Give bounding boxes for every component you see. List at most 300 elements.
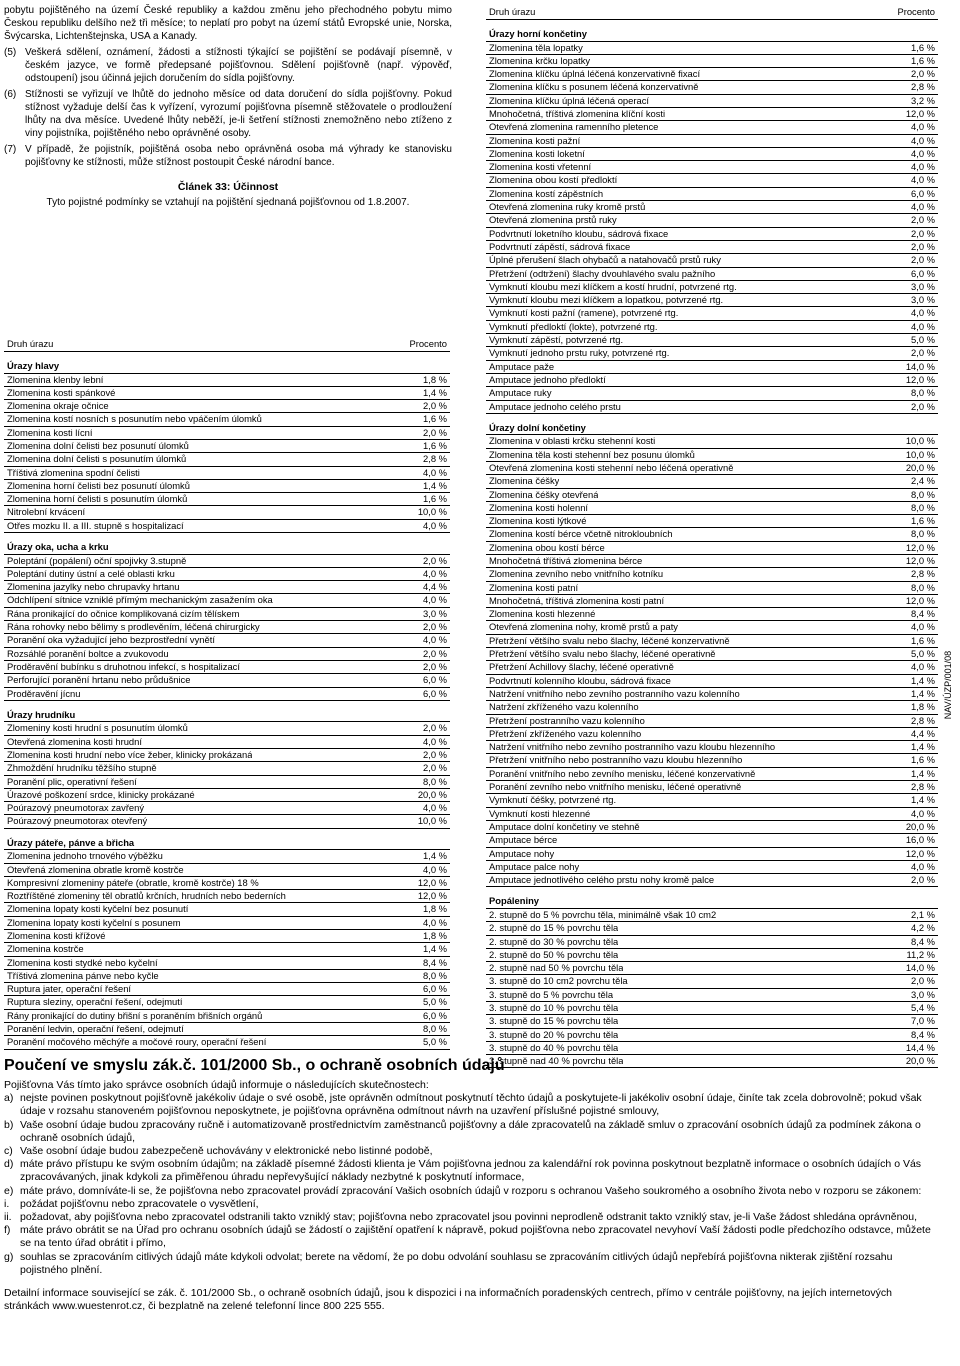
injury-type: Poúrazový pneumotorax zavřený [7,802,145,814]
injury-percent: 2,4 % [911,475,935,487]
injury-percent: 4,0 % [911,621,935,633]
list-text: Vaše osobní údaje budou zpracovány ručně i automatizovaně prostřednictvím zaměstnanců pojišťovny a dále zpracovatelů na základě smluv o zpracování osobních údajů za podmínek zákona o ochraně osobních údajů, [20,1118,921,1144]
table-row [486,1015,938,1028]
injury-type: Kompresivní zlomeniny páteře (obratle, kromě kostrče) 18 % [7,876,259,888]
document-code-text: NAV/ÚZP/001/08 [943,650,953,720]
table-row [486,848,938,861]
table-row [4,453,450,466]
injury-percent: 4,0 % [911,807,935,819]
injury-type: Zlomenina lopaty kosti kyčelní s posunem [7,916,181,928]
injury-percent: 2,0 % [911,214,935,226]
table-row [486,161,938,174]
injury-percent: 7,0 % [911,1015,935,1027]
injury-type: Přetržení postranního vazu kolenního [489,714,645,726]
list-number: a) [4,1092,14,1105]
injury-type: Rána rohovky nebo bělimy s prodlevěním, léčená chirurgicky [7,621,260,633]
injury-percent: 4,0 % [911,147,935,159]
injury-type: Amputace jednoho celého prstu [489,400,621,412]
injury-percent: 4,0 % [423,802,447,814]
injury-type: Zlomenina krčku lopatky [489,54,591,66]
table-row [486,489,938,502]
list-number: c) [4,1145,13,1158]
table-row [486,874,938,887]
injury-percent: 8,0 % [911,501,935,513]
injury-percent: 8,0 % [911,528,935,540]
injury-percent: 14,0 % [905,360,935,372]
header-type: Druh úrazu [7,338,54,349]
table-row [486,321,938,334]
injury-percent: 4,0 % [423,916,447,928]
list-text: máte právo obrátit se na Úřad pro ochranu osobních údajů se žádostí o zajištění opatření k nápravě, pokud pojišťovna nebo zpracovatel nevyhoví Vaší žádosti podle předchozího odstavce, můžete se na tento úřad obrátit i přímo, [20,1224,931,1250]
table-row [486,294,938,307]
injury-percent: 4,0 % [423,567,447,579]
injury-percent: 6,0 % [423,687,447,699]
list-number: b) [4,1118,14,1131]
injury-type: Zlomenina okraje očnice [7,400,109,412]
table-row [486,861,938,874]
table-row [486,834,938,847]
table-header [486,4,938,20]
table-row [486,515,938,528]
list-number: d) [4,1158,14,1171]
table-row [486,821,938,834]
list-item [4,1145,940,1158]
injury-percent: 2,0 % [423,762,447,774]
injury-type: Otevřená zlomenina prstů ruky [489,214,617,226]
injury-type: Rozsáhlé poranění boltce a zvukovodu [7,647,169,659]
injury-table-left [4,336,450,1050]
table-row [486,715,938,728]
injury-type: Poranění vnitřního nebo zevního menisku, léčené konzervativně [489,767,756,779]
injury-type: Zhmoždění hrudníku těžšího stupně [7,762,157,774]
injury-percent: 8,4 % [911,1028,935,1040]
header-type: Druh úrazu [489,6,536,17]
injury-type: Zlomenina klíčku úplná léčená operací [489,94,649,106]
list-number: (6) [4,89,17,100]
injury-percent: 2,8 % [423,453,447,465]
injury-percent: 4,0 % [423,519,447,531]
injury-type: Úrazové poškození srdce, klinicky prokázané [7,788,195,800]
list-number: (7) [4,144,17,155]
injury-percent: 2,0 % [911,874,935,886]
injury-type: 2. stupně do 5 % povrchu těla, minimálně však 10 cm2 [489,908,717,920]
injury-percent: 4,0 % [911,320,935,332]
injury-type: Zlomenina kostí nosních s posunutím nebo vpáčením úlomků [7,413,262,425]
injury-percent: 2,0 % [911,975,935,987]
injury-percent: 4,4 % [911,727,935,739]
injury-percent: 2,0 % [423,400,447,412]
injury-percent: 12,0 % [905,541,935,553]
injury-percent: 1,4 % [911,674,935,686]
injury-type: Proděravění jícnu [7,687,81,699]
injury-percent: 5,0 % [911,648,935,660]
injury-percent: 1,4 % [911,767,935,779]
injury-percent: 2,1 % [911,908,935,920]
injury-type: Zlomenina těla lopatky [489,41,583,53]
table-row [4,957,450,970]
injury-type: Poranění plic, operativní řešení [7,775,137,787]
table-row [486,1042,938,1055]
injury-type: Amputace palce nohy [489,860,580,872]
table-row [4,789,450,802]
injury-percent: 6,0 % [423,1009,447,1021]
table-row [486,922,938,935]
injury-type: Amputace nohy [489,847,555,859]
injury-percent: 2,0 % [911,400,935,412]
injury-percent: 12,0 % [417,876,447,888]
injury-percent: 3,0 % [911,280,935,292]
table-row [486,228,938,241]
injury-percent: 1,4 % [423,850,447,862]
article-text: Tyto pojistné podmínky se vztahují na pojištění sjednaná pojišťovnou od 1.8.2007. [46,197,410,208]
injury-type: Přetržení Achillovy šlachy, léčené operativně [489,661,674,673]
table-row [4,506,450,519]
injury-percent: 2,0 % [423,660,447,672]
injury-percent: 4,0 % [911,174,935,186]
injury-percent: 2,8 % [911,81,935,93]
table-row [4,903,450,916]
injury-type: Amputace jednoho předloktí [489,373,606,385]
table-row [486,188,938,201]
injury-percent: 1,4 % [423,943,447,955]
table-row [4,661,450,674]
injury-type: Mnohočetná tříštivá zlomenina bérce [489,554,643,566]
table-row [486,728,938,741]
injury-percent: 6,0 % [911,187,935,199]
table-sections [4,360,450,1050]
injury-percent: 5,0 % [423,1036,447,1048]
table-row [4,608,450,621]
injury-percent: 1,4 % [423,479,447,491]
injury-percent: 4,0 % [423,735,447,747]
injury-percent: 8,0 % [911,387,935,399]
list-item [4,46,452,85]
injury-percent: 2,0 % [911,347,935,359]
table-row [4,802,450,815]
injury-percent: 1,6 % [423,413,447,425]
injury-type: Přetržení většího svalu nebo šlachy, léčené konzervativně [489,634,730,646]
injury-type: 2. stupně nad 50 % povrchu těla [489,962,624,974]
table-row [486,595,938,608]
injury-percent: 2,0 % [423,554,447,566]
injury-percent: 4,0 % [423,594,447,606]
injury-type: Zlomeniny kosti hrudní s posunutím úlomků [7,722,188,734]
list-item [4,1119,940,1145]
injury-percent: 2,8 % [911,568,935,580]
injury-percent: 14,4 % [905,1041,935,1053]
injury-percent: 12,0 % [905,554,935,566]
table-row [486,542,938,555]
injury-percent: 2,0 % [423,426,447,438]
injury-percent: 12,0 % [905,373,935,385]
table-row [486,401,938,414]
injury-type: Poranění oka vyžadující jeho bezprostřední vynětí [7,634,215,646]
table-row [486,174,938,187]
table-row [486,949,938,962]
injury-type: Rány pronikající do dutiny břišní s poraněním břišních orgánů [7,1009,263,1021]
list-number: ii. [4,1211,12,1224]
injury-type: Podvrtnutí zápěstí, sádrová fixace [489,240,631,252]
table-row [486,794,938,807]
injury-percent: 4,0 % [911,307,935,319]
injury-type: Poranění zevního nebo vnitřního menisku, léčené operativně [489,781,742,793]
table-row [4,480,450,493]
table-row [486,281,938,294]
table-row [486,347,938,360]
injury-percent: 12,0 % [905,594,935,606]
injury-type: Vymknutí čéšky, potvrzené rtg. [489,794,617,806]
table-row [4,749,450,762]
table-row [4,520,450,533]
injury-percent: 6,0 % [423,983,447,995]
section-title: Popáleniny [486,895,938,909]
injury-percent: 8,4 % [423,956,447,968]
table-row [4,762,450,775]
injury-type: Zlomenina kosti holenní [489,501,589,513]
injury-type: Podvrtnutí kolenního kloubu, sádrová fixace [489,674,671,686]
injury-type: Amputace ruky [489,387,552,399]
list-text: požadovat, aby pojišťovna nebo zpracovatel odstranili takto vzniklý stav; pojišťovna nebo zpracovatel jsou povinni neprodleně odstranit takto vzniklý stav, je-li Vaše žádost shledána oprávněnou, [20,1211,918,1224]
injury-percent: 2,0 % [423,621,447,633]
injury-type: Zlomenina dolní čelisti s posunutím úlomků [7,453,187,465]
injury-percent: 3,0 % [423,607,447,619]
injury-type: Zlomenina kostí zápěstních [489,187,604,199]
injury-type: Natržení vnitřního nebo zevního postranního vazu kolenního [489,687,740,699]
injury-type: Otevřená zlomenina nohy, kromě prstů a paty [489,621,678,633]
injury-percent: 2,0 % [911,227,935,239]
table-row [486,108,938,121]
injury-type: Zlomenina zevního nebo vnitřního kotníku [489,568,664,580]
list-item [4,143,452,169]
header-percent: Procento [409,338,447,349]
table-row [4,387,450,400]
injury-type: Zlomenina horní čelisti bez posunutí úlomků [7,479,190,491]
injury-percent: 4,0 % [423,863,447,875]
injury-percent: 2,0 % [911,240,935,252]
injury-type: Rána pronikající do očnice komplikovaná cizím tělískem [7,607,240,619]
injury-type: Amputace bérce [489,834,558,846]
injury-percent: 4,0 % [423,634,447,646]
table-row [486,635,938,648]
injury-type: 3. stupně do 15 % povrchu těla [489,1015,619,1027]
table-row [486,975,938,988]
injury-type: Zlomenina kosti lícní [7,426,93,438]
section-title: Úrazy oka, ucha a krku [4,541,450,555]
table-row [486,555,938,568]
injury-type: Natržení zkříženého vazu kolenního [489,701,639,713]
injury-type: Úplné přerušení šlach ohybačů a natahovačů prstů ruky [489,254,721,266]
injury-percent: 16,0 % [905,834,935,846]
document-code [938,640,958,730]
injury-percent: 1,6 % [911,54,935,66]
table-row [486,361,938,374]
injury-type: Proděravění bubínku s druhotnou infekcí, s hospitalizací [7,660,240,672]
list-text: Stížnosti se vyřizují ve lhůtě do jednoho měsíce od data doručení do sídla pojišťovny. Pokud stížnost vyžaduje delší čas k vyřízení, vyrozumí pojišťovna písemně stěžovatele o prodloužení lhůty na dva měsíce. Uvedené lhůty neběží, je-li šetření stížnosti znemožněno nebo ztíženo z viny pojistníka, pojištěného nebo oprávněné osoby. [25,89,452,139]
privacy-list-continued [4,1224,940,1277]
list-number: (5) [4,47,17,58]
table-row [4,493,450,506]
list-text: máte právo přístupu ke svým osobním údajům; na základě písemné žádosti klienta je Vám pojišťovna jednou za kalendářní rok povinna poskytnout bezplatně informace o osobních údajích o Vás zpracovávaných, jinak kdykoli za přiměřenou úhradu nepřevyšující náklady nezbytné k poskytnutí informace, [20,1158,922,1184]
table-row [4,996,450,1009]
table-row [4,930,450,943]
injury-type: 3. stupně nad 40 % povrchu těla [489,1055,624,1067]
injury-percent: 4,0 % [911,860,935,872]
privacy-sublist [4,1198,940,1224]
injury-type: 3. stupně do 10 % povrchu těla [489,1001,619,1013]
list-number: f) [4,1224,11,1237]
header-percent: Procento [897,6,935,17]
injury-type: Zlomenina klíčku s posunem léčená konzervativně [489,81,699,93]
injury-percent: 10,0 % [417,815,447,827]
injury-percent: 1,6 % [423,439,447,451]
injury-percent: 2,0 % [423,722,447,734]
injury-type: Zlomenina obou kostí předloktí [489,174,618,186]
injury-percent: 1,6 % [423,493,447,505]
injury-percent: 1,4 % [911,794,935,806]
table-row [486,148,938,161]
intro-paragraph: pobytu pojištěného na území České republiky a každou změnu jeho přechodného pobytu mimo Českou republiku delšího než tři měsíce; to neplatí pro pobyt na území států Evropské unie, Norska, Švýcarska, Lichtenštejnska, USA a Kanady. [4,5,452,42]
injury-percent: 4,0 % [423,466,447,478]
injury-type: Zlomenina kosti hrudní nebo více žeber, klinicky prokázaná [7,748,253,760]
table-row [486,435,938,448]
injury-type: Vymknutí zápěstí, potvrzené rtg. [489,334,624,346]
injury-type: Natržení vnitřního nebo zevního postranního vazu kloubu hlezenního [489,741,776,753]
privacy-footer: Detailní informace související se zák. č. 101/2000 Sb., o ochraně osobních údajů, jsou k dispozici i na informačních poradenských centrech, přímo v centrále pojišťovny, na jejích internetových stránkách www.wuestenrot.cz, či bezplatně na zelené telefonní lince 800 225 555. [4,1287,892,1313]
injury-percent: 4,0 % [911,121,935,133]
table-row [4,427,450,440]
injury-type: Otevřená zlomenina ruky kromě prstů [489,201,646,213]
table-row [4,648,450,661]
privacy-notice [4,1057,940,1313]
table-row [4,581,450,594]
privacy-list [4,1092,940,1198]
injury-type: Vymknutí kloubu mezi klíčkem a lopatkou, potvrzené rtg. [489,294,724,306]
list-text: Veškerá sdělení, oznámení, žádosti a stížnosti týkající se pojištění se podávají písemně, v českém jazyce, ve formě předepsané pojišťovnou. Sdělení pojišťovně (např. výpověď, odstoupení) jsou účinná jejich doručením do sídla pojišťovny. [25,47,452,84]
injury-type: Tříštivá zlomenina pánve nebo kyčle [7,969,159,981]
injury-type: Perforující poranění hrtanu nebo průdušnice [7,674,191,686]
injury-type: Přetržení zkříženého vazu kolenního [489,727,642,739]
injury-percent: 8,0 % [423,969,447,981]
injury-type: Zlomenina kosti křížové [7,929,106,941]
table-row [486,962,938,975]
injury-type: 2. stupně do 30 % povrchu těla [489,935,619,947]
list-item [4,1224,940,1250]
injury-type: Otřes mozku II. a III. stupně s hospitalizací [7,519,184,531]
injury-type: 3. stupně do 5 % povrchu těla [489,988,614,1000]
injury-percent: 6,0 % [911,267,935,279]
table-row [486,768,938,781]
table-row [4,917,450,930]
table-row [486,214,938,227]
table-row [486,387,938,400]
injury-type: Zlomenina jednoho trnového výběžku [7,850,163,862]
table-row [486,568,938,581]
injury-percent: 1,4 % [911,741,935,753]
table-row [4,674,450,687]
table-row [4,594,450,607]
injury-percent: 5,4 % [911,1001,935,1013]
injury-percent: 2,0 % [423,647,447,659]
injury-type: Zlomenina obou kostí bérce [489,541,605,553]
injury-percent: 10,0 % [905,448,935,460]
table-row [486,528,938,541]
injury-percent: 4,4 % [423,581,447,593]
injury-percent: 20,0 % [905,820,935,832]
injury-percent: 1,6 % [911,754,935,766]
table-row [486,648,938,661]
injury-type: Otevřená zlomenina ramenního pletence [489,121,659,133]
table-row [4,983,450,996]
injury-percent: 3,2 % [911,94,935,106]
injury-type: Amputace jednotlivého celého prstu nohy kromě palce [489,874,715,886]
table-row [486,608,938,621]
injury-percent: 12,0 % [905,107,935,119]
table-row [486,688,938,701]
table-row [486,781,938,794]
privacy-title: Poučení ve smyslu zák.č. 101/2000 Sb., o ochraně osobních údajů [4,1057,505,1074]
table-row [4,815,450,828]
injury-type: Přetržení (odtržení) šlachy dvouhlavého svalu pažního [489,267,716,279]
section-title: Úrazy páteře, pánve a břicha [4,837,450,851]
injury-type: Mnohočetná, tříštivá zlomenina kosti patní [489,594,665,606]
sub-list-item [4,1211,940,1224]
injury-type: Zlomenina kosti patní [489,581,579,593]
table-row [4,1036,450,1049]
injury-type: Zlomenina v oblasti krčku stehenní kosti [489,435,656,447]
injury-type: Zlomenina kostrče [7,943,84,955]
privacy-intro: Pojišťovna Vás tímto jako správce osobních údajů informuje o následujících skutečnostech: [4,1079,429,1091]
table-row [486,42,938,55]
injury-type: Poranění močového měchýře a močové roury, operační řešení [7,1036,267,1048]
injury-type: Roztříštěné zlomeniny těl obratlů krčních, hrudních nebo bederních [7,890,286,902]
injury-percent: 14,0 % [905,962,935,974]
article-title: Článek 33: Účinnost [177,181,279,193]
list-text: požádat pojišťovnu nebo zpracovatele o vysvětlení, [20,1197,259,1210]
list-text: máte právo, domníváte-li se, že pojišťovna nebo zpracovatel provádí zpracování Vašich osobních údajů v rozporu s ochranou Vašeho soukromého a osobního života nebo v rozporu se zákonem: [20,1184,922,1197]
injury-type: Vymknutí kloubu mezi klíčkem a kostí hrudní, potvrzené rtg. [489,280,737,292]
injury-percent: 11,2 % [906,948,935,960]
injury-percent: 12,0 % [905,847,935,859]
injury-type: Poúrazový pneumotorax otevřený [7,815,148,827]
injury-percent: 8,0 % [911,488,935,500]
injury-type: Zlomenina horní čelisti s posunutím úlomků [7,493,188,505]
list-text: V případě, že pojistník, pojištěná osoba nebo oprávněná osoba má výhrady ke stanovisku pojišťovny ke stížnosti, může stížnost postoupit České národní bance. [25,144,452,168]
table-row [486,1002,938,1015]
injury-type: 3. stupně do 40 % povrchu těla [489,1041,619,1053]
injury-type: Poleptání dutiny ústní a celé oblasti krku [7,567,175,579]
table-row [4,1010,450,1023]
table-row [486,201,938,214]
table-row [486,268,938,281]
injury-percent: 1,8 % [423,903,447,915]
sub-list-item [4,1198,940,1211]
intro-block [4,4,452,212]
table-row [4,688,450,701]
table-row [486,449,938,462]
table-row [486,307,938,320]
section-title: Úrazy dolní končetiny [486,422,938,436]
injury-percent: 20,0 % [905,1055,935,1067]
injury-type: Ruptura sleziny, operační řešení, odejmutí [7,996,183,1008]
intro-list [4,46,452,169]
table-row [486,475,938,488]
list-item [4,88,452,140]
table-row [486,1029,938,1042]
table-row [486,661,938,674]
injury-type: Zlomenina kosti pažní [489,134,581,146]
injury-percent: 3,0 % [911,294,935,306]
injury-type: Zlomenina klíčku úplná léčená konzervativně fixací [489,68,701,80]
